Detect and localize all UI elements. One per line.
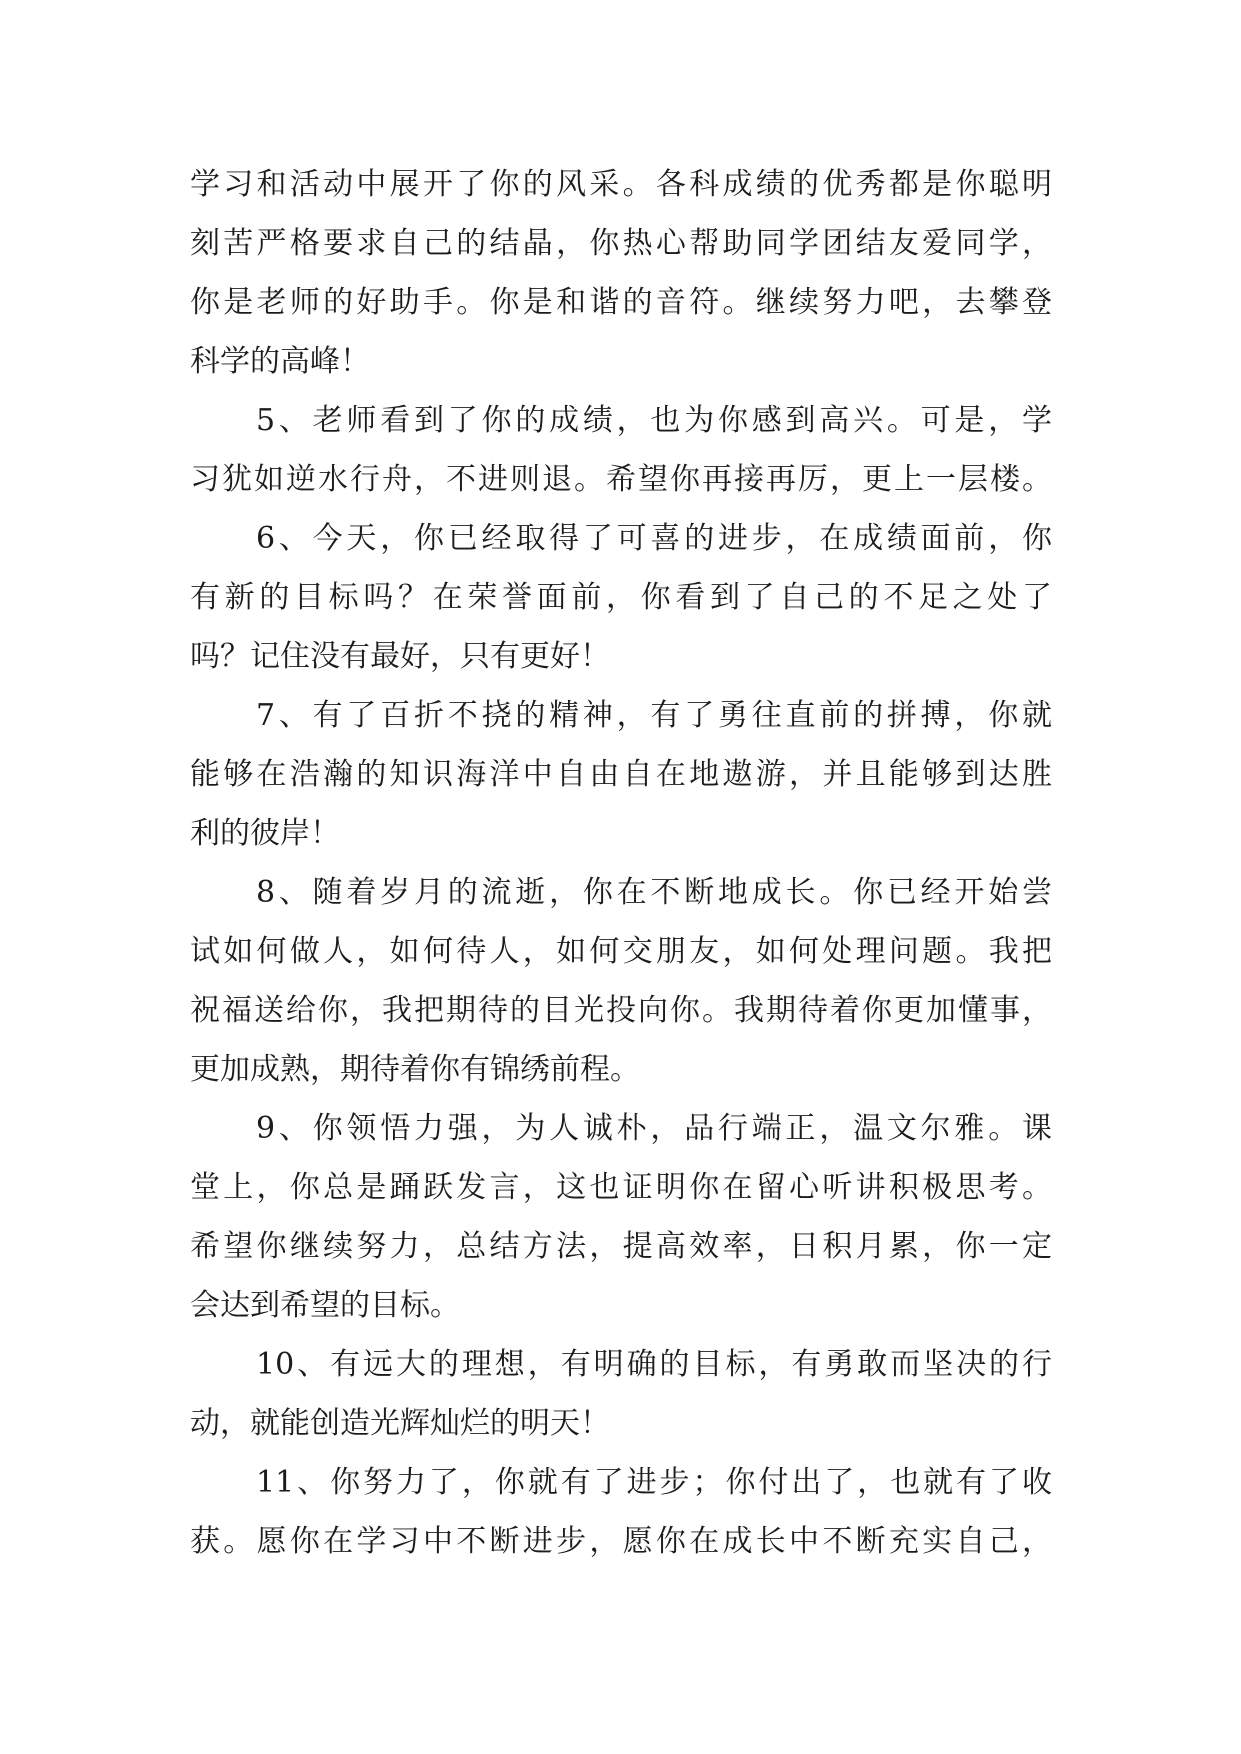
- text-line: 堂上，你总是踊跃发言，这也证明你在留心听讲积极思考。: [190, 1170, 1052, 1205]
- text-line: 会达到希望的目标。: [190, 1288, 460, 1323]
- paragraph: [190, 1335, 1052, 1453]
- text-line: 9、你领悟力强，为人诚朴，品行端正，温文尔雅。课: [256, 1111, 1052, 1146]
- paragraph: [190, 1099, 1052, 1335]
- text-line: 5、老师看到了你的成绩，也为你感到高兴。可是，学: [256, 403, 1052, 438]
- text-line: 利的彼岸！: [190, 816, 340, 851]
- paragraph: [190, 1453, 1052, 1571]
- text-line: 试如何做人，如何待人，如何交朋友，如何处理问题。我把: [190, 934, 1052, 969]
- paragraph: [190, 509, 1052, 686]
- paragraph: [190, 155, 1052, 391]
- text-line: 更加成熟，期待着你有锦绣前程。: [190, 1052, 640, 1087]
- text-line: 8、随着岁月的流逝，你在不断地成长。你已经开始尝: [256, 875, 1052, 910]
- text-line: 获。愿你在学习中不断进步，愿你在成长中不断充实自己，: [190, 1524, 1052, 1559]
- text-line: 有新的目标吗？在荣誉面前，你看到了自己的不足之处了: [190, 580, 1052, 615]
- paragraph: [190, 863, 1052, 1099]
- text-line: 学习和活动中展开了你的风采。各科成绩的优秀都是你聪明: [190, 167, 1052, 202]
- document-body: [190, 155, 1052, 1571]
- text-line: 7、有了百折不挠的精神，有了勇往直前的拼搏，你就: [256, 698, 1052, 733]
- text-line: 希望你继续努力，总结方法，提高效率，日积月累，你一定: [190, 1229, 1052, 1264]
- text-line: 吗？记住没有最好，只有更好！: [190, 639, 610, 674]
- text-line: 科学的高峰！: [190, 344, 370, 379]
- text-line: 6、今天，你已经取得了可喜的进步，在成绩面前，你: [256, 521, 1052, 556]
- text-line: 你是老师的好助手。你是和谐的音符。继续努力吧，去攀登: [190, 285, 1052, 320]
- paragraph: [190, 391, 1052, 509]
- paragraph: [190, 686, 1052, 863]
- text-line: 祝福送给你，我把期待的目光投向你。我期待着你更加懂事，: [190, 993, 1052, 1028]
- text-line: 刻苦严格要求自己的结晶，你热心帮助同学团结友爱同学，: [190, 226, 1052, 261]
- text-line: 动，就能创造光辉灿烂的明天！: [190, 1406, 610, 1441]
- text-line: 习犹如逆水行舟，不进则退。希望你再接再厉，更上一层楼。: [190, 462, 1052, 497]
- text-line: 10、有远大的理想，有明确的目标，有勇敢而坚决的行: [256, 1347, 1052, 1382]
- text-line: 能够在浩瀚的知识海洋中自由自在地遨游，并且能够到达胜: [190, 757, 1052, 792]
- text-line: 11、你努力了，你就有了进步；你付出了，也就有了收: [256, 1465, 1052, 1500]
